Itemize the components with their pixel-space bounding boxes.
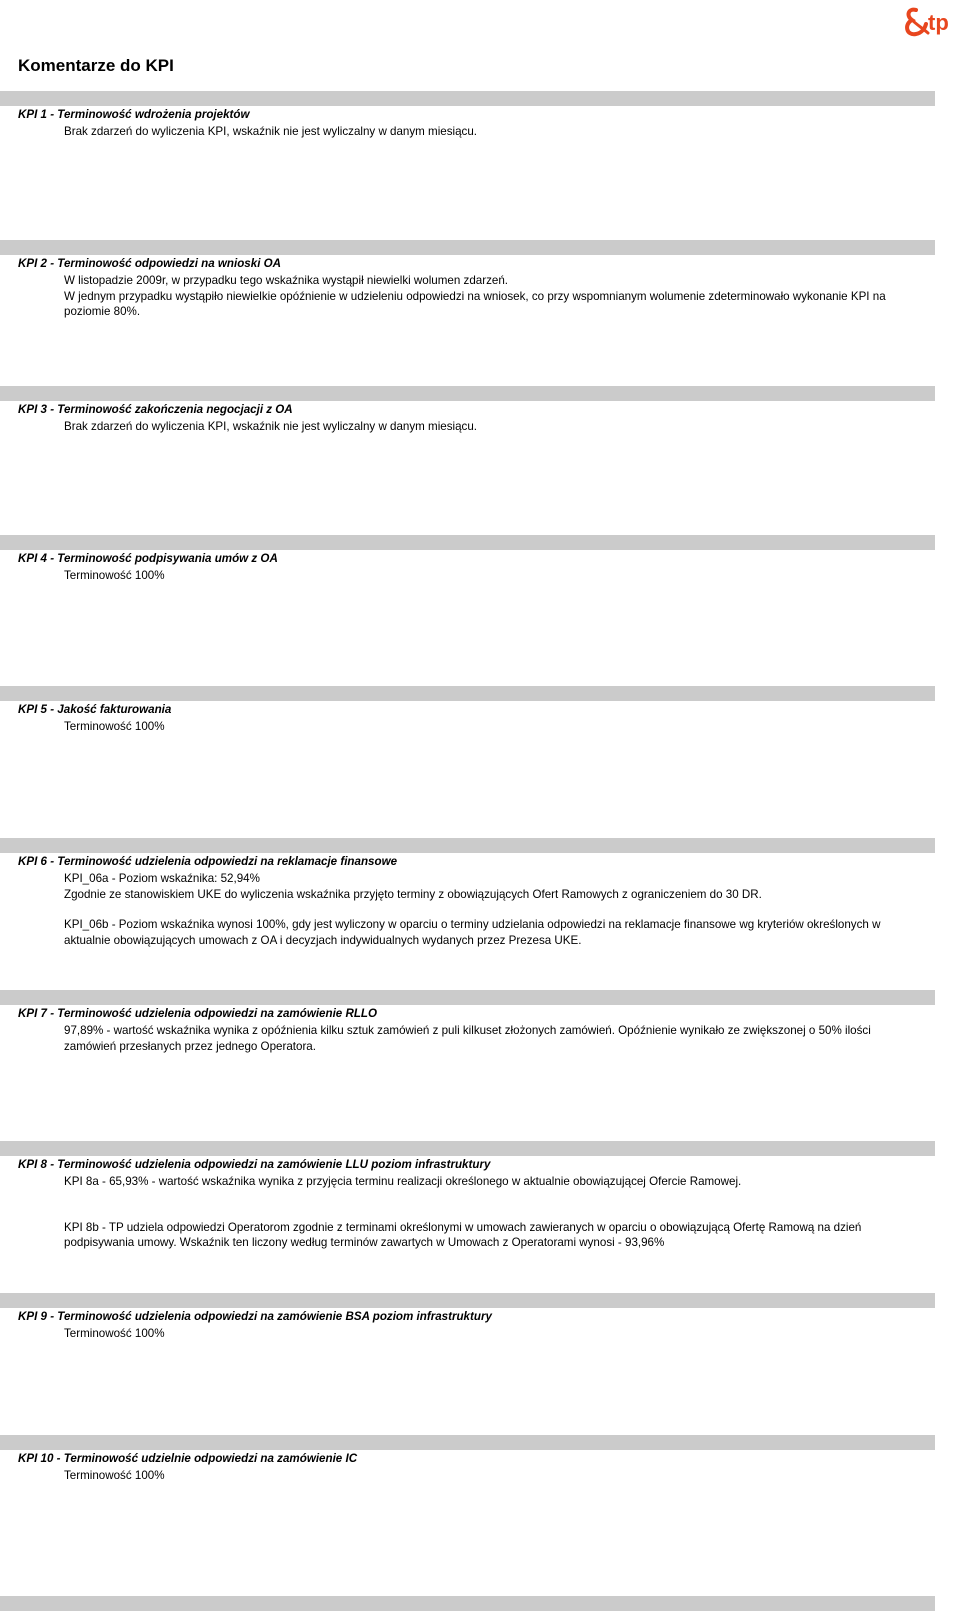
section-divider-bar bbox=[0, 838, 935, 853]
kpi-comment bbox=[64, 124, 920, 140]
section-divider-bar bbox=[0, 686, 935, 701]
kpi-comment bbox=[64, 1023, 920, 1054]
kpi-comment bbox=[64, 1174, 920, 1251]
section-divider-bar bbox=[0, 990, 935, 1005]
kpi-comment bbox=[64, 273, 920, 320]
kpi-title: KPI 2 - Terminowość odpowiedzi na wnioski OA bbox=[18, 257, 282, 270]
kpi-title: KPI 1 - Terminowość wdrożenia projektów bbox=[18, 108, 250, 121]
kpi-comment-line: Terminowość 100% bbox=[64, 1327, 165, 1340]
kpi-title: KPI 10 - Terminowość udzielnie odpowiedzi na zamówienie IC bbox=[18, 1452, 358, 1465]
kpi-comment bbox=[64, 871, 920, 948]
kpi-comment-line: Terminowość 100% bbox=[64, 569, 165, 582]
kpi-comment-line: Terminowość 100% bbox=[64, 1469, 165, 1482]
kpi-title: KPI 5 - Jakość fakturowania bbox=[18, 703, 172, 716]
kpi-comment bbox=[64, 1468, 920, 1484]
section-divider-bar bbox=[0, 240, 935, 255]
kpi-comment bbox=[64, 1326, 920, 1342]
kpi-comment-line: Zgodnie ze stanowiskiem UKE do wyliczenia wskaźnika przyjęto terminy z obowiązujących Ofert Ramowych z ograniczeniem do 30 DR. bbox=[64, 887, 762, 901]
kpi-comment-line: KPI_06b - Poziom wskaźnika wynosi 100%, gdy jest wyliczony w oparciu o terminy udzielania odpowiedzi na reklamacje finansowe wg kryteriów określonych w aktualnie obowiązujących umowach z OA i decyzjach indywidualnych wydanych przez Prezesa UKE. bbox=[64, 918, 881, 947]
kpi-comment-line: Terminowość 100% bbox=[64, 720, 165, 733]
kpi-title: KPI 4 - Terminowość podpisywania umów z OA bbox=[18, 552, 278, 565]
kpi-comment bbox=[64, 719, 920, 735]
section-divider-bar bbox=[0, 535, 935, 550]
kpi-comment-line: 97,89% - wartość wskaźnika wynika z opóźnienia kilku sztuk zamówień z puli kilkuset złożonych zamówień. Opóźnienie wynikało ze zwiększonej o 50% ilości zamówień przesłanych przez jednego Operatora. bbox=[64, 1024, 871, 1053]
logo-text: tp bbox=[928, 10, 949, 35]
page-title: Komentarze do KPI bbox=[18, 56, 174, 75]
kpi-comment-line: KPI_06a - Poziom wskaźnika: 52,94% bbox=[64, 872, 260, 885]
kpi-comment-line: KPI 8b - TP udziela odpowiedzi Operatorom zgodnie z terminami określonymi w umowach zawieranych w oparciu o obowiązującą Ofertę Ramową na dzień podpisywania umowy. Wskaźnik ten liczony według terminów zawartych w Umowach z Operatorami wynosi - 93,96% bbox=[64, 1220, 862, 1249]
kpi-comment-line: W jednym przypadku wystąpiło niewielkie opóźnienie w udzieleniu odpowiedzi na wniosek, co przy wspomnianym wolumenie zdeterminowało wykonanie KPI na poziomie 80%. bbox=[64, 289, 886, 318]
section-divider-bar bbox=[0, 1596, 935, 1611]
kpi-comment bbox=[64, 568, 920, 584]
section-divider-bar bbox=[0, 1141, 935, 1156]
kpi-title: KPI 8 - Terminowość udzielenia odpowiedzi na zamówienie LLU poziom infrastruktury bbox=[18, 1158, 491, 1171]
kpi-title: KPI 7 - Terminowość udzielenia odpowiedzi na zamówienie RLLO bbox=[18, 1007, 378, 1020]
section-divider-bar bbox=[0, 91, 935, 106]
tp-logo-icon bbox=[902, 2, 956, 40]
kpi-comment-line: KPI 8a - 65,93% - wartość wskaźnika wynika z przyjęcia terminu realizacji określonego w aktualnie obowiązującej Ofercie Ramowej. bbox=[64, 1175, 742, 1188]
kpi-comment-line: Brak zdarzeń do wyliczenia KPI, wskaźnik nie jest wyliczalny w danym miesiącu. bbox=[64, 420, 478, 433]
kpi-comment bbox=[64, 419, 920, 435]
kpi-comment-line: Brak zdarzeń do wyliczenia KPI, wskaźnik nie jest wyliczalny w danym miesiącu. bbox=[64, 125, 478, 138]
section-divider-bar bbox=[0, 386, 935, 401]
kpi-title: KPI 9 - Terminowość udzielenia odpowiedzi na zamówienie BSA poziom infrastruktury bbox=[18, 1310, 492, 1323]
kpi-title: KPI 6 - Terminowość udzielenia odpowiedzi na reklamacje finansowe bbox=[18, 855, 398, 868]
section-divider-bar bbox=[0, 1435, 935, 1450]
kpi-comment-line: W listopadzie 2009r, w przypadku tego wskaźnika wystąpił niewielki wolumen zdarzeń. bbox=[64, 274, 508, 287]
section-divider-bar bbox=[0, 1293, 935, 1308]
kpi-title: KPI 3 - Terminowość zakończenia negocjacji z OA bbox=[18, 403, 293, 416]
